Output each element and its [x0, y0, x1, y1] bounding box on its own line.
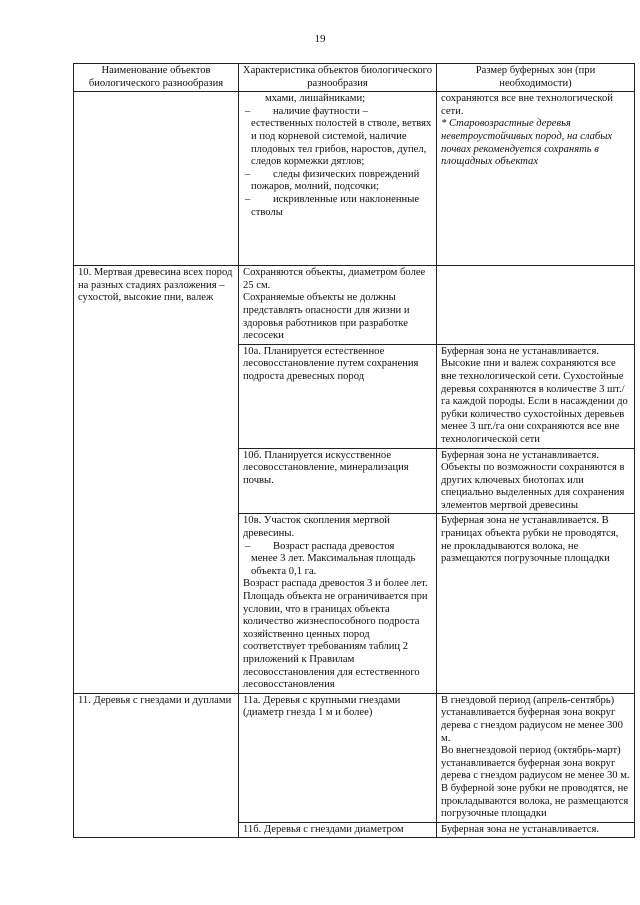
- row11a-p3: В буферной зоне рубки не проводятся, не прокладываются волока, не размещаются погрузочные площадки: [441, 782, 629, 820]
- dash-marker: –: [245, 540, 251, 552]
- row0-characteristic-cell: [239, 92, 437, 266]
- row10-buffer-cell: [437, 266, 635, 345]
- dash-marker: –: [245, 193, 251, 205]
- row10v-characteristic-cell: [239, 514, 437, 693]
- row0-buffer-text: сохраняются все вне технологической сети.: [441, 93, 613, 117]
- row11a-p2: Во внегнездовой период (октябрь-март) устанавливается буферная зона вокруг дерева с гнездом радиусом не менее 30 м.: [441, 745, 630, 782]
- row0-lead: мхами, лишайниками;: [265, 93, 366, 105]
- row10v-buffer-cell: Буферная зона не устанавливается. В границах объекта рубки не проводятся, не прокладываются волока, не размещаются погрузочные площадки: [437, 514, 635, 693]
- row10-p1: Сохраняются объекты, диаметром более 25 см.: [243, 267, 426, 291]
- row0-buffer-note: * Старовозрастные деревья неветроустойчивых пород, на слабых почвах рекомендуется сохранять в площадных объектах: [441, 118, 613, 168]
- row0-buffer-cell: [437, 92, 635, 266]
- row11a-characteristic-cell: 11а. Деревья с крупными гнездами (диаметр гнезда 1 м и более): [239, 693, 437, 822]
- row10v-item-first: Возраст распада древостоя: [273, 540, 395, 552]
- header-buffer-zone-size: Размер буферных зон (при необходимости): [437, 64, 635, 92]
- row0-item-3: [243, 194, 433, 207]
- header-objects-name: Наименование объектов биологического разнообразия: [74, 64, 239, 92]
- row10v-item: [243, 541, 433, 554]
- row0-item-2: [243, 169, 433, 182]
- row10v-p2: Возраст распада древостоя 3 и более лет. Площадь объекта не ограничивается при условии, что в границах объекта количество жизнеспособного подроста хозяйственно ценных пород соответствует требованиям таблиц 2 приложений к Правилам лесовосстановления для естественного лесовосстановления: [243, 578, 428, 691]
- row0-item-1-rest: естественных полостей в стволе, ветвях и под корневой системой, наличие плодовых тел грибов, наростов, дупел, следов кормежки дятлов;: [251, 118, 432, 168]
- row0-item-1: [243, 106, 433, 119]
- row10-name-cell: 10. Мертвая древесина всех пород на разных стадиях разложения – сухостой, высокие пни, валеж: [74, 266, 239, 694]
- row10-characteristic-cell: [239, 266, 437, 345]
- table-row: [74, 92, 635, 266]
- row10b-buffer-cell: Буферная зона не устанавливается. Объекты по возможности сохраняются в других ключевых биотопах или специально выделенных для сохранения элементов мертвой древесины: [437, 448, 635, 514]
- row11b-buffer-cell: Буферная зона не устанавливается.: [437, 822, 635, 838]
- row10v-item-rest: менее 3 лет. Максимальная площадь объекта 0,1 га.: [251, 553, 416, 577]
- row11a-buffer-cell: [437, 693, 635, 822]
- dash-marker: –: [245, 168, 251, 180]
- row0-item-3-rest: стволы: [251, 206, 283, 218]
- row0-item-1-first: наличие фаутности –: [273, 105, 368, 117]
- page-number: 19: [314, 33, 326, 45]
- table-row: [74, 693, 635, 822]
- row11-name-cell: 11. Деревья с гнездами и дуплами: [74, 693, 239, 838]
- row0-item-2-rest: пожаров, молний, подсочки;: [251, 181, 379, 193]
- row11b-characteristic-cell: 11б. Деревья с гнездами диаметром: [239, 822, 437, 838]
- table-row: [74, 266, 635, 345]
- row10b-characteristic-cell: 10б. Планируется искусственное лесовосстановление, минерализация почвы.: [239, 448, 437, 514]
- row11a-p1: В гнездовой период (апрель-сентябрь) устанавливается буферная зона вокруг дерева с гнездом радиусом не менее 300 м.: [441, 694, 623, 744]
- header-objects-characteristic: Характеристика объектов биологического разнообразия: [239, 64, 437, 92]
- row10a-characteristic-cell: 10а. Планируется естественное лесовосстановление путем сохранения подроста древесных пород: [239, 344, 437, 448]
- biodiversity-table: [73, 63, 635, 838]
- row0-item-2-first: следы физических повреждений: [273, 168, 420, 180]
- row0-name-cell: [74, 92, 239, 266]
- row10a-buffer-cell: Буферная зона не устанавливается. Высокие пни и валеж сохраняются все вне технологической сети. Сухостойные деревья сохраняются в количестве 3 шт./га каждой породы. Если в насаждении до рубки количество сухостойных деревьев менее 3 шт./га они сохраняются все вне технологической сети: [437, 344, 635, 448]
- row10v-p1: 10в. Участок скопления мертвой древесины.: [243, 515, 390, 540]
- table-header-row: [74, 64, 635, 92]
- dash-marker: –: [245, 105, 251, 117]
- row10-p2: Сохраняемые объекты не должны представлять опасности для жизни и здоровья работников при разработке лесосеки: [243, 292, 410, 342]
- row0-item-3-first: искривленные или наклоненные: [273, 193, 420, 205]
